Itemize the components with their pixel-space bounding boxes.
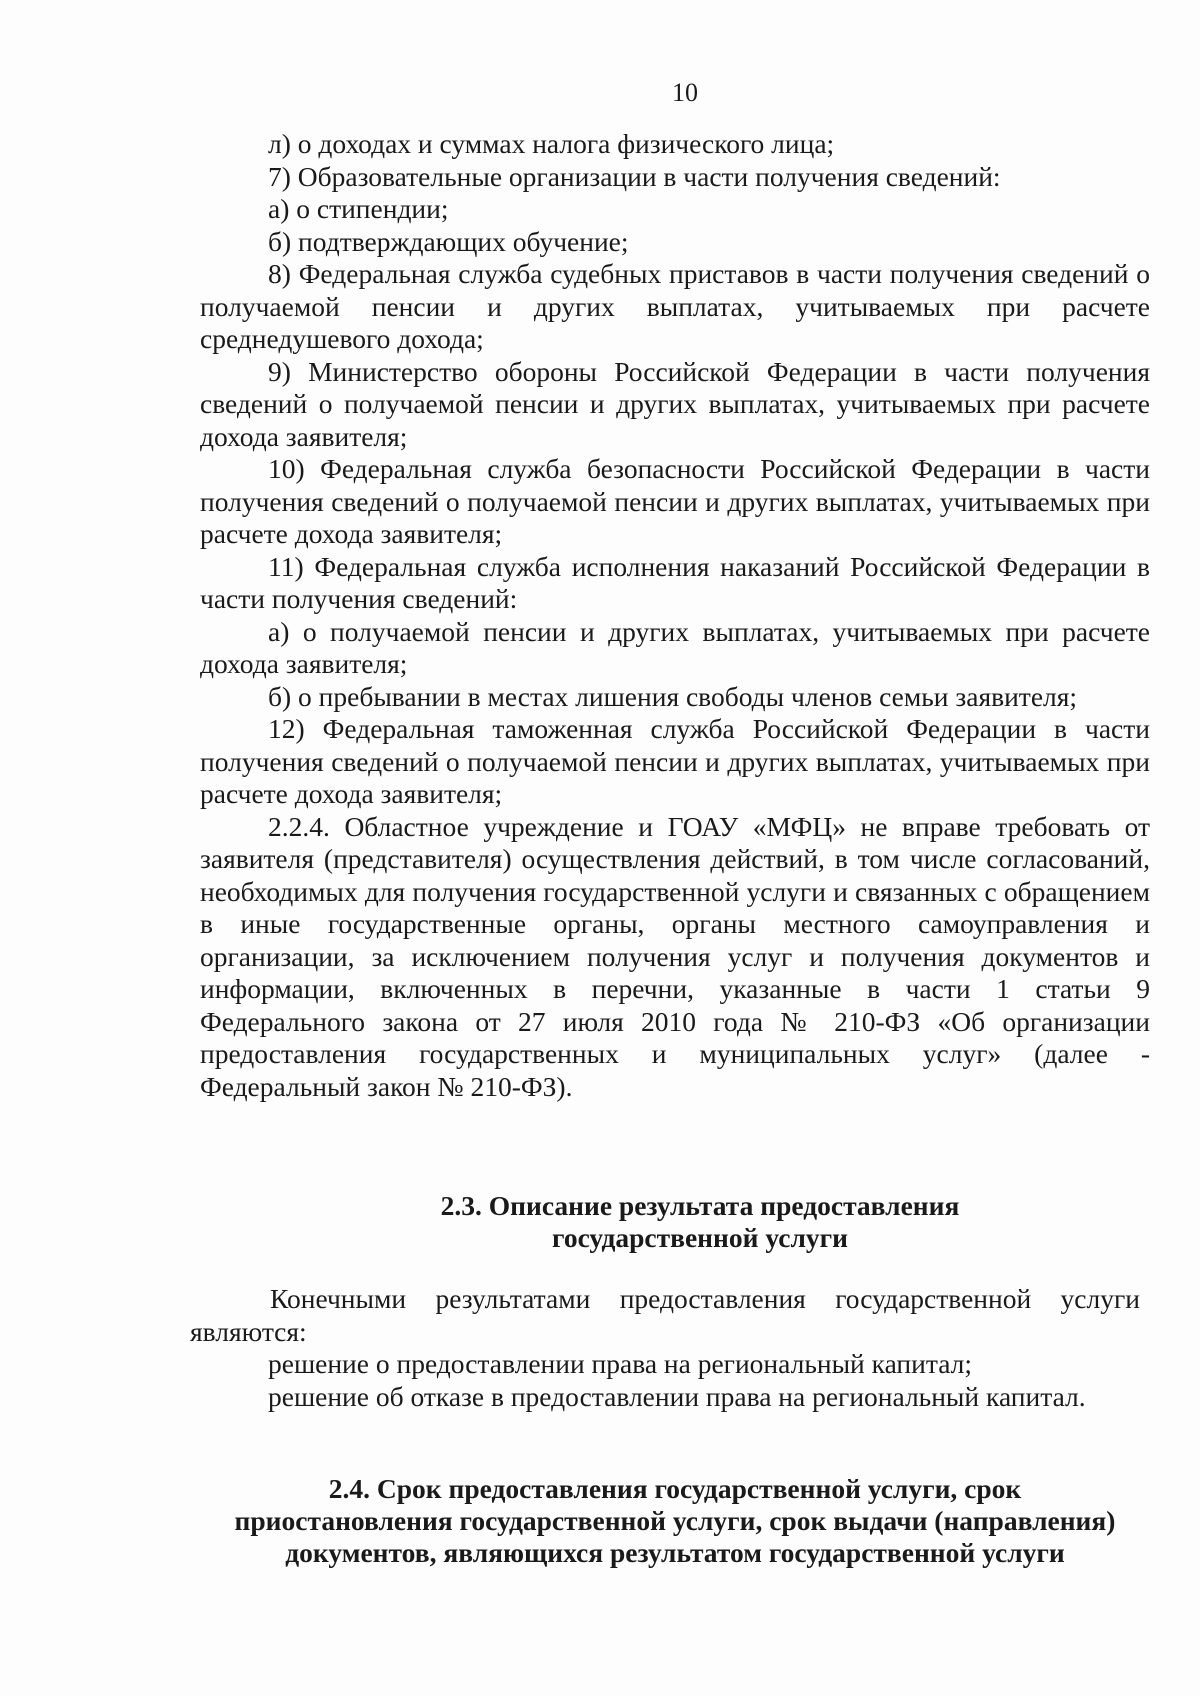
paragraph: 12) Федеральная таможенная служба Российской Федерации в части получения сведений о получаемой пенсии и других выплатах, учитываемых при расчете дохода заявителя; [200,713,1150,809]
paragraph: б) подтверждающих обучение; [268,225,629,257]
section-2-3-body [190,1283,1140,1413]
paragraph: а) о получаемой пенсии и других выплатах, учитываемых при расчете дохода заявителя; [200,615,1150,679]
paragraph: 2.2.4. Областное учреждение и ГОАУ «МФЦ» не вправе требовать от заявителя (представителя) осуществления действий, в том числе согласований, необходимых для получения государственной услуги и связанных с обращением в иные государственные органы, органы местного самоуправления и организации, за исключением получения услуг и получения документов и информации, включенных в перечни, указанные в части 1 статьи 9 Федерального закона от 27 июля 2010 года № 210-ФЗ «Об организации предоставления государственных и муниципальных услуг» (далее - Федеральный закон № 210-ФЗ). [200,810,1150,1102]
paragraph: а) о стипендии; [268,193,449,224]
paragraph: 8) Федеральная служба судебных приставов в части получения сведений о получаемой пенсии и других выплатах, учитываемых при расчете среднедушевого дохода; [200,258,1150,354]
paragraph: 7) Образовательные организации в части получения сведений: [268,160,1001,192]
heading-line: 2.3. Описание результата предоставления [440,1190,960,1221]
result-item: решение об отказе в предоставлении права на региональный капитал. [268,1380,1086,1412]
paragraph: 9) Министерство обороны Российской Федерации в части получения сведений о получаемой пенсии и других выплатах, учитываемых при расчете дохода заявителя; [200,355,1150,452]
heading-line: 2.4. Срок предоставления государственной услуги, срок [328,1473,1022,1504]
paragraph: 11) Федеральная служба исполнения наказаний Российской Федерации в части получения сведений: [200,550,1150,614]
heading-line: приостановления государственной услуги, срок выдачи (направления) [234,1505,1116,1536]
result-intro: Конечными результатами предоставления государственной услуги являются: [190,1283,1140,1347]
body-text [200,128,1150,1103]
paragraph: б) о пребывании в местах лишения свободы членов семьи заявителя; [268,680,1078,712]
heading-line: государственной услуги [552,1222,848,1253]
page-number: 10 [672,78,698,107]
section-2-4-heading [200,1473,1150,1569]
result-item: решение о предоставлении права на региональный капитал; [268,1348,973,1379]
heading-line: документов, являющихся результатом государственной услуги [285,1537,1065,1568]
section-2-3-heading [320,1190,1080,1254]
paragraph: 10) Федеральная служба безопасности Российской Федерации в части получения сведений о получаемой пенсии и других выплатах, учитываемых при расчете дохода заявителя; [200,453,1150,549]
paragraph: л) о доходах и суммах налога физического лица; [268,128,835,159]
